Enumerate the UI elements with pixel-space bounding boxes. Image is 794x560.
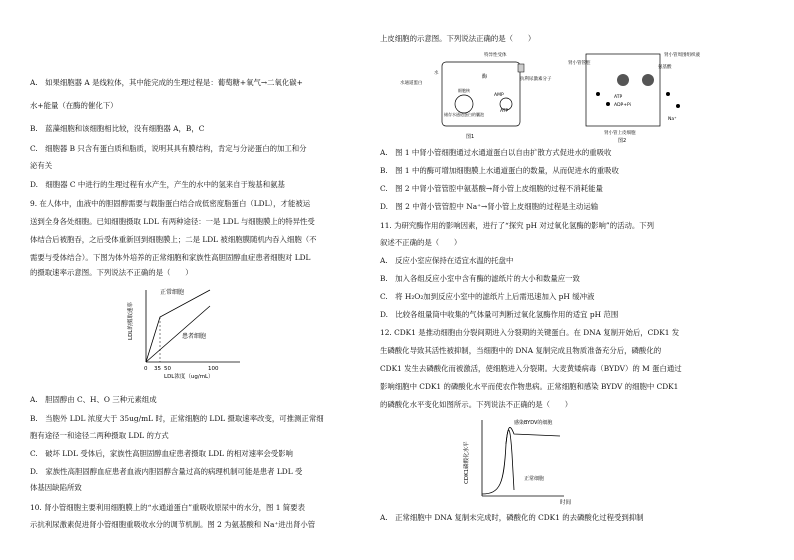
tick-35: 35 bbox=[154, 366, 161, 372]
chart-ylabel: LDL的摄取速率 bbox=[128, 302, 134, 340]
figure-2-diagram bbox=[568, 44, 698, 144]
q10-option-d: D. 图 2 中肾小管管腔中 Na⁺→肾小管上皮细胞的过程是主动运输 bbox=[380, 202, 599, 211]
fig2-label-na: Na⁺ bbox=[668, 117, 677, 122]
q11-stem-2: 叙述不正确的是（ ） bbox=[380, 238, 462, 247]
q8-option-c: C. 细胞器 B 只含有蛋白质和脂质，说明其具有膜结构，肯定与分泌蛋白的加工和分 bbox=[30, 144, 307, 153]
q10-stem-3: 上皮细胞的示意图。下列说法正确的是（ ） bbox=[380, 34, 536, 43]
fig1-label-adh: 抗利尿激素分子 bbox=[520, 77, 552, 82]
patient-cell-label: 患者细胞 bbox=[182, 333, 207, 340]
q10-stem-2: 示抗利尿激素促进肾小管细胞重吸收水分的调节机制。图 2 为氨基酸和 Na⁺进出肾小管 bbox=[30, 520, 316, 529]
normal-cell-curve bbox=[146, 290, 210, 362]
cdk1-xlabel: 时间 bbox=[560, 500, 572, 506]
fig1-label-water: 水 bbox=[434, 71, 439, 76]
q10-option-c: C. 图 2 中肾小管管腔中氨基酸→肾小管上皮细胞的过程不消耗能量 bbox=[380, 184, 603, 193]
q9-stem-3: 体结合后被胞吞，之后受体重新回到细胞膜上；二是 LDL 被细胞膜随机内吞入细胞（不 bbox=[30, 235, 317, 244]
fig2-label-cell: 肾小管上皮细胞 bbox=[604, 131, 636, 136]
nucleus-shape bbox=[455, 95, 473, 113]
q9-option-d-cont: 体基因缺陷所致 bbox=[30, 483, 82, 492]
fig1-label-vesicle: 储存水通道蛋白的囊泡 bbox=[444, 112, 484, 117]
epithelial-cell-shape bbox=[586, 54, 660, 126]
q11-option-b: B. 加入各组反应小室中含有酶的滤纸片的大小和数量应一致 bbox=[380, 274, 580, 283]
q11-option-c: C. 将 H₂O₂加到反应小室中的滤纸片上后需迅速加入 pH 缓冲液 bbox=[380, 292, 595, 301]
q9-stem-4: 需要与受体结合）。下图为体外培养的正常细胞和家族性高胆固醇血症患者细胞对 LDL bbox=[30, 253, 311, 262]
q8-option-a-cont: 水+能量（在酶的催化下） bbox=[30, 101, 118, 110]
q9-option-d: D. 家族性高胆固醇血症患者血液内胆固醇含量过高的病理机制可能是患者 LDL 受 bbox=[30, 467, 303, 476]
carrier-protein-shape bbox=[617, 74, 629, 86]
figure-1-diagram bbox=[394, 44, 552, 142]
q12-stem-3: CDK1 发生去磷酸化而被激活，使细胞进入分裂期。大麦黄矮病毒（BYDV）的 M 蛋白通过 bbox=[380, 364, 682, 373]
q9-stem-2: 送到全身各处细胞。已知细胞摄取 LDL 有两种途径：一是 LDL 与细胞膜上的特异性受 bbox=[30, 217, 315, 226]
q8-option-a: A. 如果细胞器 A 是线粒体，其中能完成的生理过程是：葡萄糖+氧气→二氧化碳+ bbox=[30, 78, 303, 87]
cdk1-chart bbox=[460, 414, 600, 514]
normal-cell-label: 正常细胞 bbox=[160, 289, 185, 296]
fig2-label-tissue-fluid: 肾小管周围组织液 bbox=[664, 53, 700, 58]
fig1-caption: 图1 bbox=[466, 134, 475, 140]
infected-curve bbox=[482, 430, 514, 494]
q9-option-b-cont: 胞有途径一和途径二两种摄取 LDL 的方式 bbox=[30, 431, 169, 440]
normal-label: 正常细胞 bbox=[524, 476, 545, 482]
q11-option-a: A. 反应小室应保持在适宜水温的托盘中 bbox=[380, 256, 514, 265]
tick-50: 50 bbox=[164, 366, 171, 372]
tick-100: 100 bbox=[208, 366, 219, 372]
q12-stem-4: 影响细胞中 CDK1 的磷酸化水平而使农作物患病。正常细胞和感染 BYDV 的细胞中 CDK1 bbox=[380, 382, 679, 391]
infected-label: 感染BYDV的细胞 bbox=[514, 420, 553, 426]
fig1-label-aquaporin: 水通道蛋白 bbox=[400, 81, 423, 86]
q9-option-c: C. 破坏 LDL 受体后，家族性高胆固醇血症患者摄取 LDL 的相对速率会受影响 bbox=[30, 449, 293, 458]
chart-xlabel: LDL浓度（ug/mL） bbox=[164, 374, 214, 380]
q10-option-a: A. 图 1 中肾小管细胞通过水通道蛋白以自由扩散方式促进水的重吸收 bbox=[380, 148, 612, 157]
fig2-label-atp: ATP bbox=[614, 95, 623, 100]
ldl-uptake-chart bbox=[120, 282, 280, 382]
fig1-label-nucleus: 细胞核 bbox=[458, 88, 470, 93]
fig2-label-lumen: 肾小管管腔 bbox=[568, 61, 591, 66]
q8-option-c-cont: 泌有关 bbox=[30, 161, 53, 170]
q12-stem-5: 的磷酸化水平变化如图所示。下列说法不正确的是（ ） bbox=[380, 400, 573, 409]
q12-stem-2: 生磷酸化导致其活性被抑制，当细胞中的 DNA 复制完成且物质准备充分后，磷酸化的 bbox=[380, 346, 662, 355]
fig1-label-receptor: 特异性受体 bbox=[484, 53, 507, 58]
q10-option-b: B. 图 1 中的酶可增加细胞膜上水通道蛋白的数量，从而促进水的重吸收 bbox=[380, 166, 619, 175]
fig1-label-amp: AMP bbox=[494, 93, 504, 98]
q9-option-b: B. 当胞外 LDL 浓度大于 35ug/mL 时，正常细胞的 LDL 摄取速率改变，可推测正常细 bbox=[30, 414, 324, 423]
q10-stem-1: 10. 肾小管细胞主要利用细胞膜上的“水通道蛋白”重吸收原尿中的水分，图 1 简要表 bbox=[30, 503, 305, 512]
q9-option-a: A. 胆固醇由 C、H、O 三种元素组成 bbox=[30, 395, 157, 404]
tick-0: 0 bbox=[144, 366, 148, 372]
fig2-caption: 图2 bbox=[618, 138, 627, 144]
q9-stem-1: 9. 在人体中，血液中的胆固醇需要与载脂蛋白结合成低密度脂蛋白（LDL），才能被运 bbox=[30, 199, 311, 208]
q12-option-a: A. 正常细胞中 DNA 复制未完成时，磷酸化的 CDK1 的去磷酸化过程受到抑制 bbox=[380, 513, 644, 522]
fig1-label-enzyme: 酶 bbox=[482, 74, 488, 80]
q12-stem-1: 12. CDK1 是推动细胞由分裂间期进入分裂期的关键蛋白。在 DNA 复制开始后，CDK1 发 bbox=[380, 328, 680, 337]
fig2-label-adp: ADP+Pi bbox=[614, 103, 631, 108]
fig1-label-atp: ATP bbox=[500, 109, 509, 114]
cdk1-ylabel: CDK1磷酸化水平 bbox=[464, 441, 470, 484]
q9-stem-5: 的摄取速率示意图。下列说法不正确的是（ ） bbox=[30, 268, 193, 277]
q11-stem-1: 11. 为研究酶作用的影响因素，进行了“探究 pH 对过氧化氢酶的影响”的活动。下列 bbox=[380, 221, 655, 230]
normal-curve bbox=[506, 427, 560, 444]
q8-option-d: D. 细胞器 C 中进行的生理过程有水产生，产生的水中的氢来自于羧基和氨基 bbox=[30, 180, 285, 189]
q11-option-d: D. 比较各组量筒中收集的气体量可判断过氧化氢酶作用的适宜 pH 范围 bbox=[380, 310, 619, 319]
q8-option-b: B. 蓝藻细胞和该细胞相比较，没有细胞器 A，B，C bbox=[30, 124, 205, 133]
fig2-label-amino-acid: 氨基酸 bbox=[658, 65, 672, 70]
